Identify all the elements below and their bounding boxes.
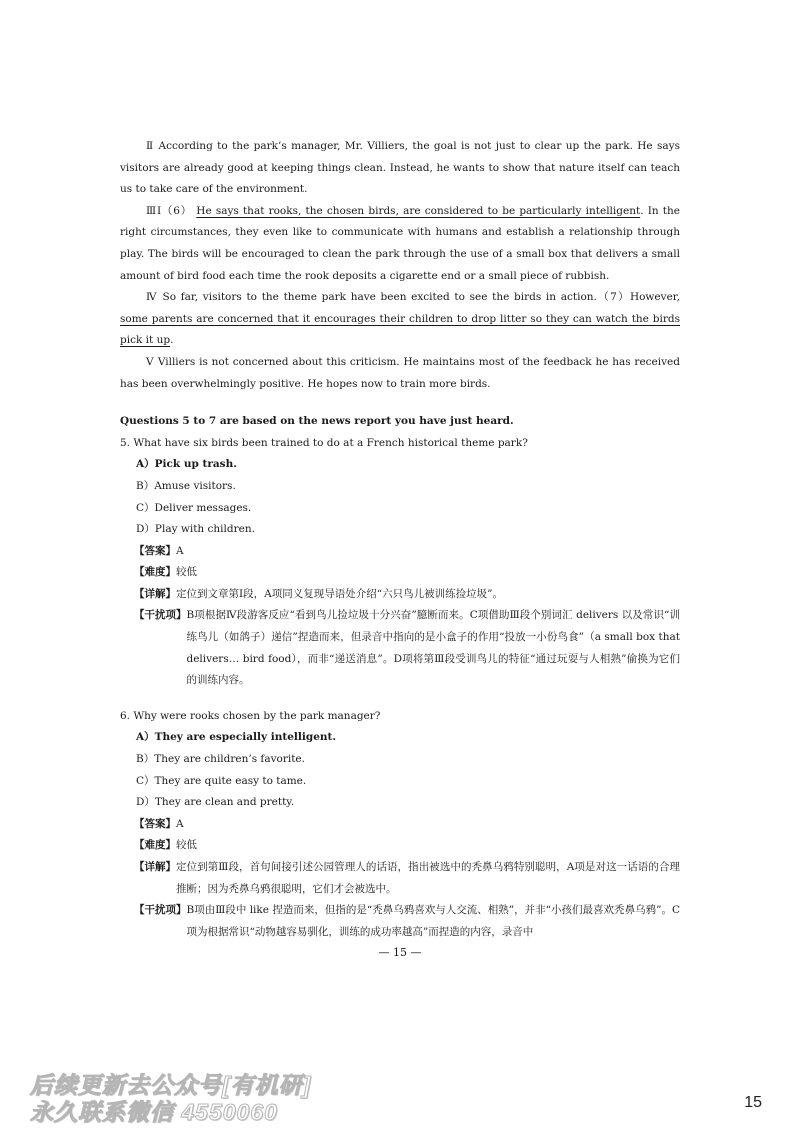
- distractor-label: 【干扰项】: [134, 904, 187, 917]
- answer-label: 【答案】: [134, 817, 176, 830]
- page-number-corner: 15: [744, 1094, 762, 1111]
- option-a: A）They are especially intelligent.: [136, 731, 337, 744]
- passage-paragraph-3: [120, 201, 680, 287]
- difficulty-label: 【难度】: [134, 839, 176, 852]
- option-b: B）Amuse visitors.: [136, 479, 236, 492]
- distractor-text: B项根据Ⅳ段游客反应“看到鸟儿捡垃圾十分兴奋”臆断而来。C项借助Ⅲ段个别词汇 delivers 以及常识“训练鸟儿（如鸽子）递信”捏造而来，但录音中指向的是小盒子的作用“投放一小份鸟食”（a small box that delivers… bird food），而非“递送消息”。D项将第Ⅲ段受训鸟儿的特征“通过玩耍与人相熟”偷换为它们的训练内容。: [186, 609, 680, 687]
- paragraph-text: . In the right circumstances, they even like to communicate with humans and establish a relationship through play. The birds will be encouraged to clean the park through the use of a small box that delivers a small amount of bird food each time the rook deposits a cigarette end or a small piece of rubbish.: [120, 204, 680, 282]
- detail-text: 定位到第Ⅲ段，首句间接引述公园管理人的话语，指出被选中的秃鼻乌鸦特别聪明，A项是对这一话语的合理推断；因为秃鼻乌鸦很聪明，它们才会被选中。: [176, 861, 680, 895]
- detail-label: 【详解】: [134, 587, 176, 600]
- detail-row: [134, 857, 680, 900]
- difficulty-value: 较低: [176, 566, 197, 579]
- answer-underline-7: some parents are concerned that it encourages their children to drop litter so they can watch the birds pick it up: [120, 312, 680, 347]
- distractor-label: 【干扰项】: [134, 609, 187, 622]
- option-c: C）They are quite easy to tame.: [136, 774, 307, 787]
- distractor-row: [134, 605, 680, 691]
- answer-value: A: [176, 817, 184, 830]
- passage-paragraph-2: Ⅱ According to the park’s manager, Mr. Villiers, the goal is not just to clear up the park. He says visitors are already good at keeping things clean. Instead, he wants to show that nature itself can teach us to take care of the environment.: [120, 140, 680, 196]
- option-d: D）They are clean and pretty.: [136, 796, 295, 809]
- paragraph-marker: ⅢI（6）: [146, 204, 193, 217]
- passage-paragraph-5: Ⅴ Villiers is not concerned about this criticism. He maintains most of the feedback he has received has been overwhelmingly positive. He hopes now to train more birds.: [120, 355, 680, 390]
- answer-row: [134, 541, 680, 563]
- page-number-center: — 15 —: [378, 946, 422, 959]
- question-block-5: [120, 433, 680, 692]
- answer-label: 【答案】: [134, 544, 176, 557]
- section-heading: Questions 5 to 7 are based on the news report you have just heard.: [120, 415, 514, 428]
- option-d: D）Play with children.: [136, 523, 255, 536]
- question-stem: 5. What have six birds been trained to do at a French historical theme park?: [120, 436, 528, 449]
- passage-paragraph-4: [120, 287, 680, 352]
- watermark-line-1: 后续更新去公众号[有机研]: [30, 1072, 312, 1098]
- difficulty-value: 较低: [176, 839, 197, 852]
- question-stem: 6. Why were rooks chosen by the park manager?: [120, 709, 381, 722]
- option-a: A）Pick up trash.: [136, 458, 237, 471]
- difficulty-label: 【难度】: [134, 566, 176, 579]
- watermark-line-2: 永久联系微信 4550060: [30, 1099, 278, 1125]
- watermark: [30, 1072, 311, 1126]
- difficulty-row: [134, 835, 680, 857]
- answer-row: [134, 814, 680, 836]
- option-b: B）They are children’s favorite.: [136, 753, 305, 766]
- detail-label: 【详解】: [134, 861, 176, 873]
- distractor-text: B项由Ⅲ段中 like 捏造而来，但指的是“秃鼻乌鸦喜欢与人交流、相熟”，并非“小孩们最喜欢秃鼻乌鸦”。C项为根据常识“动物越容易驯化，训练的成功率越高”而捏造的内容，录音中: [186, 904, 680, 938]
- paragraph-text: .: [170, 334, 174, 347]
- option-c: C）Deliver messages.: [136, 501, 252, 514]
- distractor-row: [134, 900, 680, 943]
- detail-text: 定位到文章第Ⅰ段，A项同义复现导语处介绍“六只鸟儿被训练捡垃圾”。: [176, 587, 503, 600]
- difficulty-row: [134, 562, 680, 584]
- detail-row: [134, 584, 680, 606]
- spacer: [120, 692, 680, 706]
- answer-underline-6: He says that rooks, the chosen birds, are considered to be particularly intelligent: [196, 204, 641, 217]
- question-block-6: [120, 706, 680, 944]
- page-content: [120, 136, 680, 943]
- paragraph-text: Ⅳ So far, visitors to the theme park have been excited to see the birds in action.（7）However,: [146, 291, 680, 304]
- answer-value: A: [176, 544, 184, 557]
